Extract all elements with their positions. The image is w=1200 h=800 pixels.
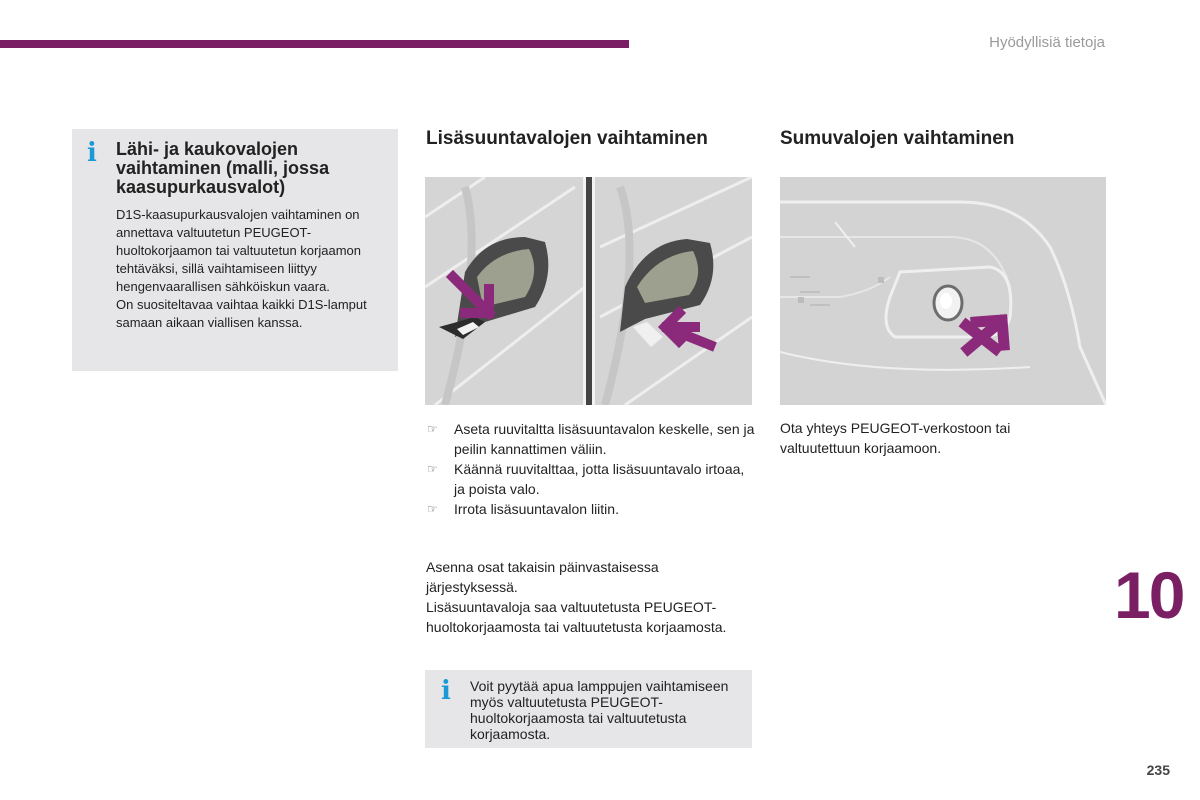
hand-pointer-icon: ☞ xyxy=(427,462,438,476)
info-box-title: Lähi- ja kaukovalojen vaihtaminen (malli, jossa kaasupurkausvalot) xyxy=(116,139,330,197)
info-paragraph: On suositeltavaa vaihtaa kaikki D1S-lamput samaan aikaan viallisen kanssa. xyxy=(116,297,367,330)
header-accent-bar xyxy=(0,40,629,48)
hand-pointer-icon: ☞ xyxy=(427,422,438,436)
info-box-xenon xyxy=(72,129,398,371)
supply-text: Lisäsuuntavaloja saa valtuutetusta PEUGEOT-huoltokorjaamosta tai valtuutetusta korjaamosta. xyxy=(426,599,727,635)
info-box-text xyxy=(116,206,392,332)
mirror-indicator-illustration xyxy=(425,177,752,405)
chapter-number: 10 xyxy=(1114,558,1184,632)
reassembly-text: Asenna osat takaisin päinvastaisessa järjestyksessä. xyxy=(426,559,659,595)
info-icon: i xyxy=(441,676,451,706)
info-paragraph: D1S-kaasupurkausvalojen vaihtaminen on annettava valtuutetun PEUGEOT-huoltokorjaamon tai valtuutetun korjaamon tehtäväksi, sillä vaihtamiseen liittyy hengenvaarallisen sähköiskun vaara. xyxy=(116,207,361,294)
list-item: ☞ Käännä ruuvitalttaa, jotta lisäsuuntavalo irtoaa, ja poista valo. xyxy=(427,461,745,497)
steps-list xyxy=(426,419,756,519)
fog-lamp-heading: Sumuvalojen vaihtaminen xyxy=(780,128,1015,149)
page-number: 235 xyxy=(1146,762,1170,778)
side-indicator-heading: Lisäsuuntavalojen vaihtaminen xyxy=(426,128,708,149)
running-header: Hyödyllisiä tietoja xyxy=(989,34,1105,51)
hand-pointer-icon: ☞ xyxy=(427,502,438,516)
list-item: ☞ Irrota lisäsuuntavalon liitin. xyxy=(427,501,619,517)
list-item: ☞ Aseta ruuvitaltta lisäsuuntavalon keskelle, sen ja peilin kannattimen väliin. xyxy=(427,421,755,457)
info-icon: i xyxy=(87,138,97,168)
note-text: Voit pyytää apua lamppujen vaihtamiseen myös valtuutetusta PEUGEOT-huoltokorjaamosta tai valtuutetusta korjaamosta. xyxy=(470,678,729,742)
fog-lamp-text: Ota yhteys PEUGEOT-verkostoon tai valtuutettuun korjaamoon. xyxy=(780,420,1011,456)
fog-lamp-illustration xyxy=(780,177,1106,405)
note-box xyxy=(425,670,752,748)
